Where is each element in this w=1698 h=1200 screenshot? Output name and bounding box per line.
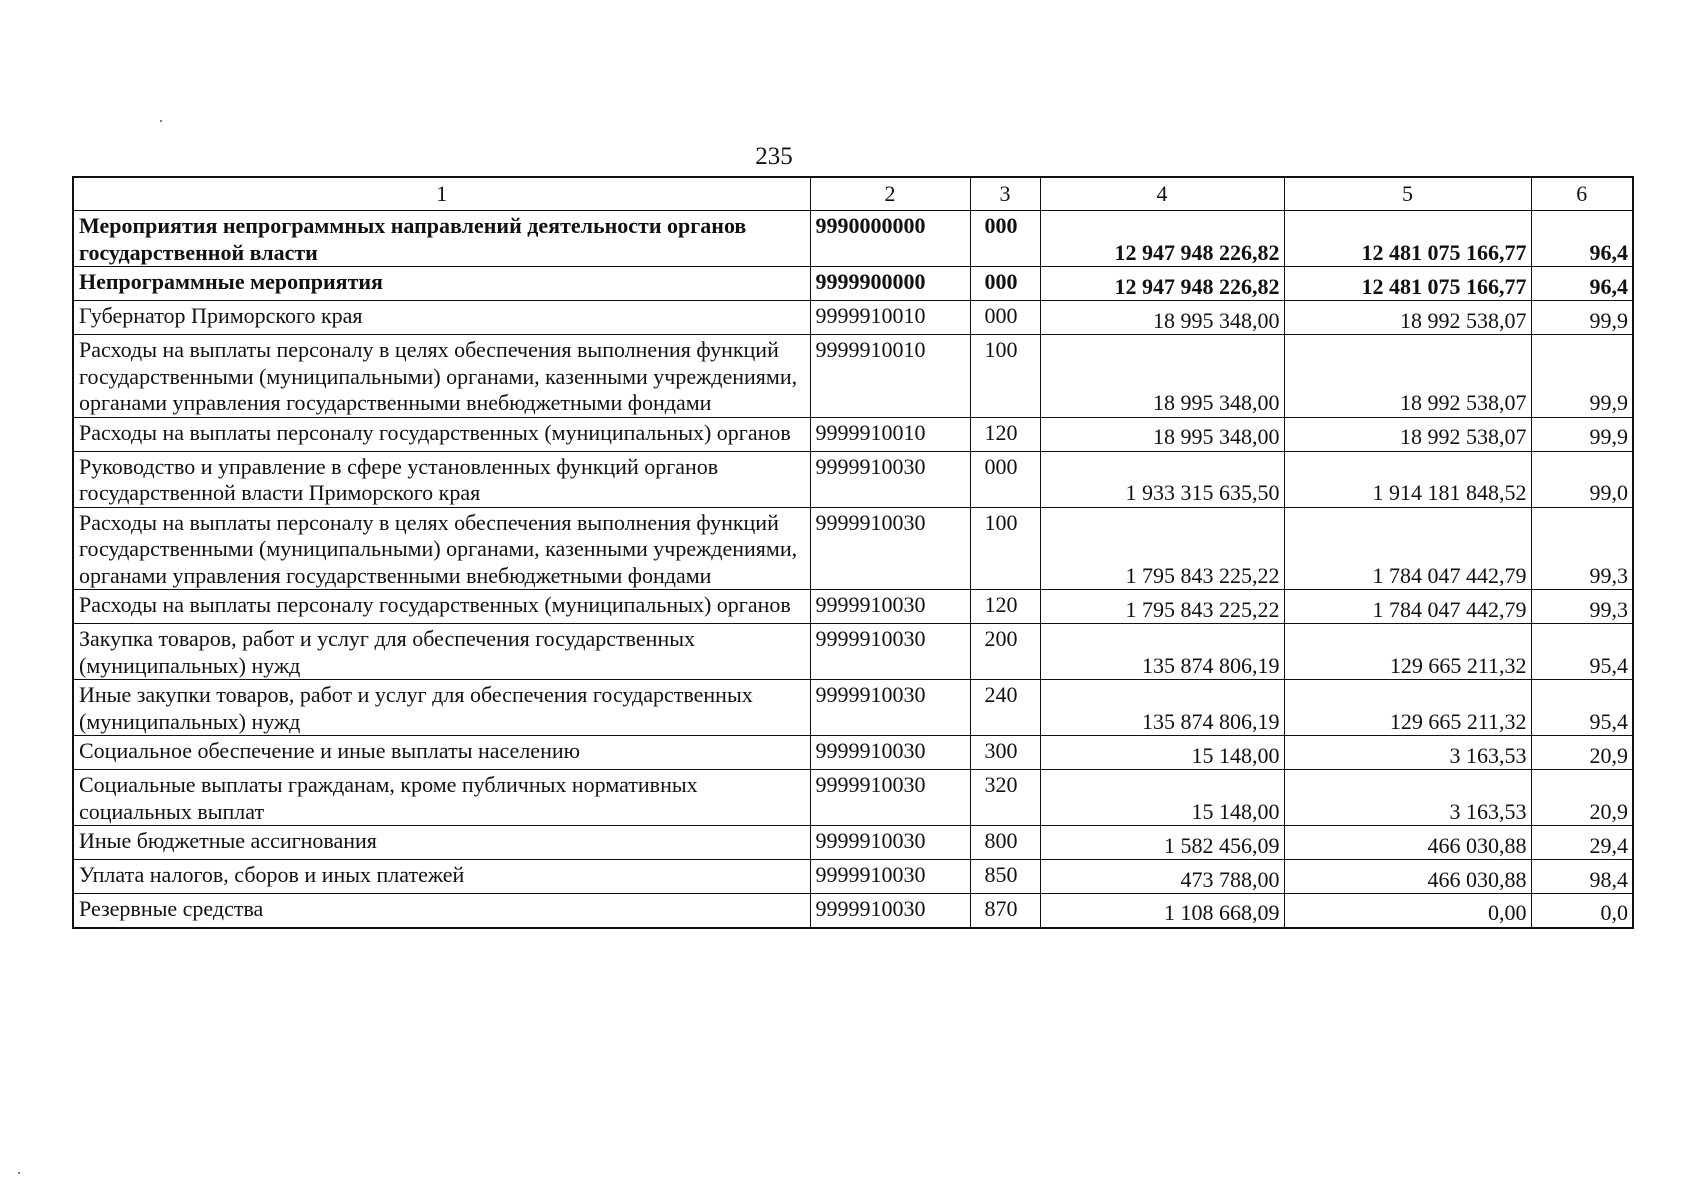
table-row bbox=[73, 335, 1633, 418]
row-type-cell: 870 bbox=[970, 894, 1040, 928]
row-code-cell: 9999910030 bbox=[810, 736, 970, 770]
row-name-cell: Расходы на выплаты персоналу государственных (муниципальных) органов bbox=[73, 417, 810, 451]
row-percent-cell: 99,9 bbox=[1531, 417, 1633, 451]
row-executed-amount-cell: 12 481 075 166,77 bbox=[1284, 267, 1531, 301]
row-name-cell: Закупка товаров, работ и услуг для обеспечения государственных (муниципальных) нужд bbox=[73, 624, 810, 680]
row-executed-amount-cell: 1 784 047 442,79 bbox=[1284, 507, 1531, 590]
table-row bbox=[73, 624, 1633, 680]
row-executed-amount-cell: 12 481 075 166,77 bbox=[1284, 211, 1531, 267]
table-row bbox=[73, 267, 1633, 301]
row-code-cell: 9999910010 bbox=[810, 335, 970, 418]
row-planned-amount-cell: 1 933 315 635,50 bbox=[1040, 451, 1284, 507]
row-percent-cell: 96,4 bbox=[1531, 211, 1633, 267]
row-executed-amount-cell: 129 665 211,32 bbox=[1284, 624, 1531, 680]
row-code-cell: 9999910030 bbox=[810, 451, 970, 507]
row-type-cell: 120 bbox=[970, 590, 1040, 624]
row-code-cell: 9990000000 bbox=[810, 211, 970, 267]
row-name-cell: Социальное обеспечение и иные выплаты населению bbox=[73, 736, 810, 770]
row-name-cell: Иные закупки товаров, работ и услуг для обеспечения государственных (муниципальных) нужд bbox=[73, 680, 810, 736]
row-name-cell: Мероприятия непрограммных направлений деятельности органов государственной власти bbox=[73, 211, 810, 267]
table-row bbox=[73, 507, 1633, 590]
row-executed-amount-cell: 129 665 211,32 bbox=[1284, 680, 1531, 736]
table-row bbox=[73, 860, 1633, 894]
row-name-cell: Губернатор Приморского края bbox=[73, 301, 810, 335]
row-code-cell: 9999910010 bbox=[810, 301, 970, 335]
row-executed-amount-cell: 1 914 181 848,52 bbox=[1284, 451, 1531, 507]
column-header-3: 3 bbox=[970, 177, 1040, 211]
table-row bbox=[73, 894, 1633, 928]
column-header-4: 4 bbox=[1040, 177, 1284, 211]
row-name-cell: Расходы на выплаты персоналу государственных (муниципальных) органов bbox=[73, 590, 810, 624]
row-executed-amount-cell: 466 030,88 bbox=[1284, 860, 1531, 894]
header-row bbox=[73, 177, 1633, 211]
row-code-cell: 9999910030 bbox=[810, 894, 970, 928]
table-row bbox=[73, 680, 1633, 736]
row-name-cell: Руководство и управление в сфере установленных функций органов государственной власти Приморского края bbox=[73, 451, 810, 507]
row-executed-amount-cell: 18 992 538,07 bbox=[1284, 335, 1531, 418]
row-name-cell: Иные бюджетные ассигнования bbox=[73, 826, 810, 860]
row-percent-cell: 20,9 bbox=[1531, 770, 1633, 826]
row-name-cell: Расходы на выплаты персоналу в целях обеспечения выполнения функций государственными (муниципальными) органами, казенными учреждениями, органами управления государственными внебюджетными фондами bbox=[73, 335, 810, 418]
row-type-cell: 100 bbox=[970, 335, 1040, 418]
row-planned-amount-cell: 18 995 348,00 bbox=[1040, 335, 1284, 418]
table-row bbox=[73, 826, 1633, 860]
row-executed-amount-cell: 18 992 538,07 bbox=[1284, 301, 1531, 335]
row-name-cell: Непрограммные мероприятия bbox=[73, 267, 810, 301]
row-name-cell: Социальные выплаты гражданам, кроме публичных нормативных социальных выплат bbox=[73, 770, 810, 826]
row-planned-amount-cell: 1 108 668,09 bbox=[1040, 894, 1284, 928]
row-code-cell: 9999910010 bbox=[810, 417, 970, 451]
row-executed-amount-cell: 18 992 538,07 bbox=[1284, 417, 1531, 451]
row-percent-cell: 99,3 bbox=[1531, 590, 1633, 624]
row-type-cell: 200 bbox=[970, 624, 1040, 680]
row-code-cell: 9999910030 bbox=[810, 590, 970, 624]
row-type-cell: 800 bbox=[970, 826, 1040, 860]
row-executed-amount-cell: 0,00 bbox=[1284, 894, 1531, 928]
budget-table bbox=[72, 176, 1634, 929]
scan-speck bbox=[160, 120, 162, 122]
row-code-cell: 9999910030 bbox=[810, 624, 970, 680]
row-planned-amount-cell: 15 148,00 bbox=[1040, 770, 1284, 826]
row-code-cell: 9999910030 bbox=[810, 860, 970, 894]
row-planned-amount-cell: 12 947 948 226,82 bbox=[1040, 211, 1284, 267]
row-code-cell: 9999910030 bbox=[810, 770, 970, 826]
page-number-text: 235 bbox=[755, 143, 793, 170]
table-body bbox=[73, 211, 1633, 928]
row-name-cell: Уплата налогов, сборов и иных платежей bbox=[73, 860, 810, 894]
row-percent-cell: 0,0 bbox=[1531, 894, 1633, 928]
table-row bbox=[73, 417, 1633, 451]
row-executed-amount-cell: 466 030,88 bbox=[1284, 826, 1531, 860]
column-header-6: 6 bbox=[1531, 177, 1633, 211]
row-percent-cell: 99,9 bbox=[1531, 301, 1633, 335]
row-executed-amount-cell: 3 163,53 bbox=[1284, 770, 1531, 826]
table-row bbox=[73, 736, 1633, 770]
row-percent-cell: 20,9 bbox=[1531, 736, 1633, 770]
row-code-cell: 9999910030 bbox=[810, 680, 970, 736]
table-row bbox=[73, 590, 1633, 624]
row-planned-amount-cell: 15 148,00 bbox=[1040, 736, 1284, 770]
row-name-cell: Расходы на выплаты персоналу в целях обеспечения выполнения функций государственными (муниципальными) органами, казенными учреждениями, органами управления государственными внебюджетными фондами bbox=[73, 507, 810, 590]
row-planned-amount-cell: 12 947 948 226,82 bbox=[1040, 267, 1284, 301]
row-type-cell: 850 bbox=[970, 860, 1040, 894]
page-number bbox=[0, 142, 1698, 172]
row-percent-cell: 98,4 bbox=[1531, 860, 1633, 894]
row-planned-amount-cell: 1 582 456,09 bbox=[1040, 826, 1284, 860]
column-header-1: 1 bbox=[73, 177, 810, 211]
row-planned-amount-cell: 473 788,00 bbox=[1040, 860, 1284, 894]
column-header-2: 2 bbox=[810, 177, 970, 211]
table-row bbox=[73, 451, 1633, 507]
row-code-cell: 9999900000 bbox=[810, 267, 970, 301]
row-percent-cell: 99,0 bbox=[1531, 451, 1633, 507]
row-type-cell: 120 bbox=[970, 417, 1040, 451]
row-planned-amount-cell: 135 874 806,19 bbox=[1040, 680, 1284, 736]
row-percent-cell: 95,4 bbox=[1531, 624, 1633, 680]
table-header bbox=[73, 177, 1633, 211]
row-executed-amount-cell: 1 784 047 442,79 bbox=[1284, 590, 1531, 624]
row-type-cell: 000 bbox=[970, 267, 1040, 301]
row-type-cell: 300 bbox=[970, 736, 1040, 770]
row-percent-cell: 99,3 bbox=[1531, 507, 1633, 590]
scan-speck bbox=[18, 1172, 20, 1174]
row-planned-amount-cell: 135 874 806,19 bbox=[1040, 624, 1284, 680]
row-type-cell: 320 bbox=[970, 770, 1040, 826]
row-type-cell: 000 bbox=[970, 211, 1040, 267]
table-row bbox=[73, 301, 1633, 335]
row-percent-cell: 29,4 bbox=[1531, 826, 1633, 860]
row-code-cell: 9999910030 bbox=[810, 507, 970, 590]
row-percent-cell: 99,9 bbox=[1531, 335, 1633, 418]
table-row bbox=[73, 211, 1633, 267]
row-type-cell: 000 bbox=[970, 301, 1040, 335]
row-percent-cell: 96,4 bbox=[1531, 267, 1633, 301]
row-planned-amount-cell: 1 795 843 225,22 bbox=[1040, 507, 1284, 590]
row-planned-amount-cell: 1 795 843 225,22 bbox=[1040, 590, 1284, 624]
row-planned-amount-cell: 18 995 348,00 bbox=[1040, 417, 1284, 451]
row-percent-cell: 95,4 bbox=[1531, 680, 1633, 736]
row-planned-amount-cell: 18 995 348,00 bbox=[1040, 301, 1284, 335]
table-row bbox=[73, 770, 1633, 826]
row-code-cell: 9999910030 bbox=[810, 826, 970, 860]
row-executed-amount-cell: 3 163,53 bbox=[1284, 736, 1531, 770]
row-type-cell: 000 bbox=[970, 451, 1040, 507]
column-header-5: 5 bbox=[1284, 177, 1531, 211]
row-type-cell: 100 bbox=[970, 507, 1040, 590]
row-type-cell: 240 bbox=[970, 680, 1040, 736]
row-name-cell: Резервные средства bbox=[73, 894, 810, 928]
